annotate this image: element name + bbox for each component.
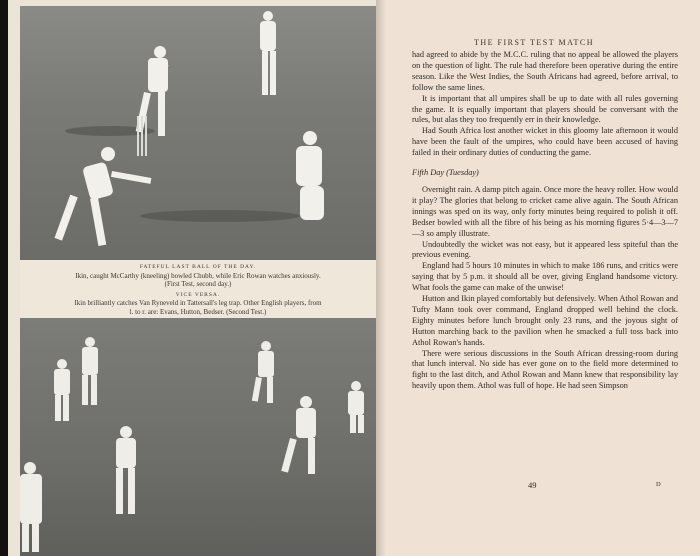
body-text bbox=[412, 50, 678, 392]
photo-captions bbox=[20, 260, 376, 318]
running-head: THE FIRST TEST MATCH bbox=[473, 38, 594, 47]
caption-2-line2: l. to r. are: Evans, Hutton, Bedser. (Second Test.) bbox=[129, 307, 267, 316]
book-edge bbox=[0, 0, 8, 556]
page-number: 49 bbox=[528, 480, 537, 490]
signature-mark: D bbox=[656, 481, 661, 488]
paragraph: Hutton and Ikin played comfortably but defensively. When Athol Rowan and Tufty Mann took over command, England dropped well behind the clock. Eighty minutes before lunch brought only 23 runs, and the joyous sight of Hutton marching back to the pavilion when he smacked a full toss back into Athol Rowan's hands. bbox=[412, 294, 678, 347]
paragraph: Had South Africa lost another wicket in this gloomy late afternoon it would have been the fault of the umpires, who could have been accused of having failed in their ordinary duties of conducting the game. bbox=[412, 126, 678, 158]
caption-1-title: FATEFUL LAST BALL OF THE DAY. bbox=[139, 264, 257, 270]
page-gutter bbox=[376, 0, 386, 556]
caption-2-line1: Ikin brilliantly catches Van Ryneveld in Tattersall's leg trap. Other English players, from bbox=[74, 299, 322, 307]
paragraph: It is important that all umpires shall be up to date with all rules governing the game. It is equally important that players should be conversant with the rules, but alas they too frequently err in their knowledge. bbox=[412, 93, 678, 125]
paragraph: had agreed to abide by the M.C.C. ruling that no appeal be allowed the players on the question of light. The rule had therefore been operative during the entire season. Like the West Indies, the South Africans had agreed, before arrival, to follow the same lines. bbox=[412, 50, 678, 92]
paragraph: There were serious discussions in the South African dressing-room during that lunch interval. No side has ever gone on to the field more determined to fight to the last ditch, and Athol Rowan and Mann knew that responsibility lay heavily upon them. Athol was full of hope. He had seen Simpson bbox=[412, 348, 678, 391]
paragraph: England had 5 hours 10 minutes in which to make 186 runs, and critics were saying that by 5 p.m. it should all be over, giving England handsome victory. What fools the game can make of the unwise! bbox=[412, 261, 678, 293]
caption-1-line1: Ikin, caught McCarthy (kneeling) bowled Chubb, while Eric Rowan watches anxiously. bbox=[75, 271, 321, 280]
caption-1-line2: (First Test, second day.) bbox=[164, 280, 232, 288]
photo-bottom-figures bbox=[20, 318, 376, 556]
photo-top-figures bbox=[20, 6, 376, 260]
photo-cricket-top bbox=[20, 6, 376, 260]
caption-2-title: VICE VERSA. bbox=[175, 291, 221, 298]
section-heading: Fifth Day (Tuesday) bbox=[412, 168, 479, 178]
photo-cricket-bottom bbox=[20, 318, 376, 556]
paragraph: Undoubtedly the wicket was not easy, but it appeared less spiteful than the previous evening. bbox=[412, 239, 678, 260]
paragraph: Overnight rain. A damp pitch again. Once more the heavy roller. How would it play? The glories that belong to cricket came alive again. The South African innings was sped on its way, only forty minutes being required to polish it off. Bedser bowled with all the fibre of his being as his morning figures 5·4—3—7—3 so amply illustrate. bbox=[412, 184, 678, 238]
